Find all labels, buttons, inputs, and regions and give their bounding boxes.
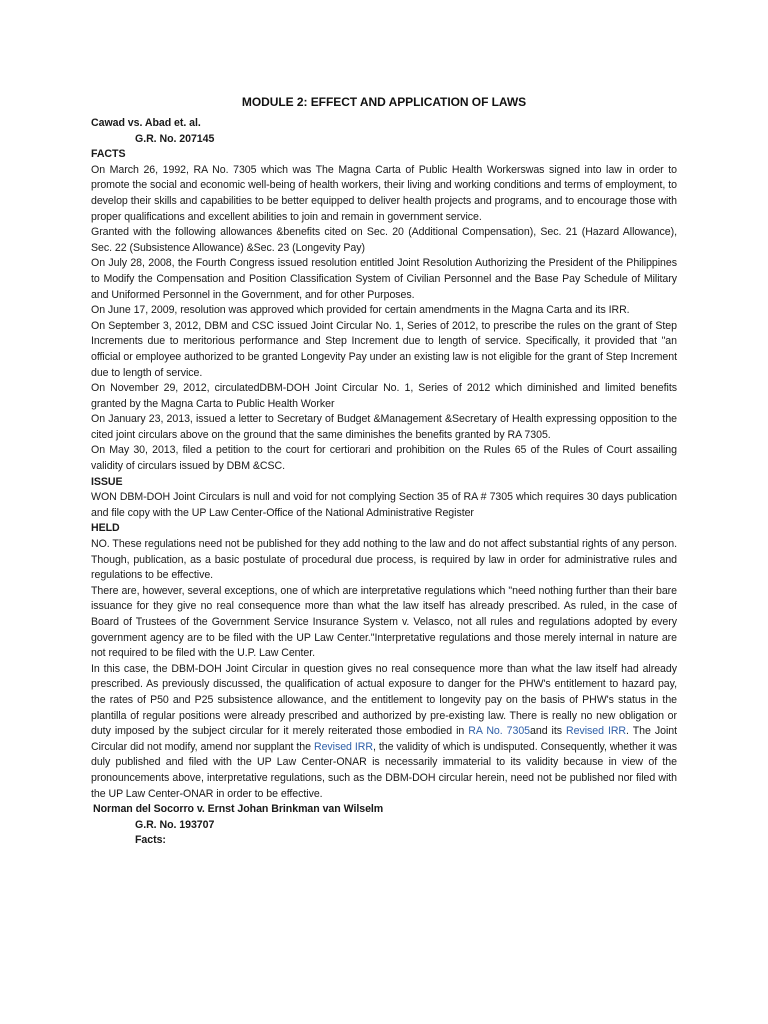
ra-7305-link[interactable]: RA No. 7305 bbox=[468, 725, 531, 738]
held-text-part: . The Joint Circular did not modify, amend nor supplant the bbox=[91, 725, 677, 753]
revised-irr-link-2[interactable]: Revised IRR bbox=[313, 740, 373, 753]
case2-facts-label: Facts: bbox=[135, 834, 166, 847]
case1-issue-label: ISSUE bbox=[91, 475, 123, 488]
case1-fact-paragraph: On January 23, 2013, issued a letter to Secretary of Budget &Management &Secretary of Health expressing opposition to the cited joint circulars above on the ground that the same diminishes the benefits granted by RA 7305. bbox=[91, 413, 677, 441]
case1-fact-paragraph: On July 28, 2008, the Fourth Congress issued resolution entitled Joint Resolution Authorizing the President of the Philippines to Modify the Compensation and Position Classification System of Civilian Personnel and the Base Pay Schedule of Military and Uniformed Personnel in the Government, and for other Purposes. bbox=[91, 257, 677, 301]
case1-issue-text: WON DBM-DOH Joint Circulars is null and void for not complying Section 35 of RA # 7305 which requires 30 days publication and file copy with the UP Law Center-Office of the National Administrative Register bbox=[91, 491, 677, 519]
revised-irr-link[interactable]: Revised IRR bbox=[566, 725, 627, 738]
case1-fact-paragraph: On November 29, 2012, circulatedDBM-DOH Joint Circular No. 1, Series of 2012 which diminished and limited benefits granted by the Magna Carta to Public Health Worker bbox=[91, 382, 677, 410]
case1-fact-paragraph: On June 17, 2009, resolution was approved which provided for certain amendments in the Magna Carta and its IRR. bbox=[91, 304, 630, 317]
case1-fact-paragraph: Granted with the following allowances &benefits cited on Sec. 20 (Additional Compensation), Sec. 21 (Hazard Allowance), Sec. 22 (Subsistence Allowance) &Sec. 23 (Longevity Pay) bbox=[91, 226, 677, 254]
case1-fact-paragraph: On May 30, 2013, filed a petition to the court for certiorari and prohibition on the Rules 65 of the Rules of Court assailing validity of circulars issued by DBM &CSC. bbox=[91, 444, 677, 473]
case1-gr-number: G.R. No. 207145 bbox=[135, 132, 215, 145]
case1-fact-paragraph: On September 3, 2012, DBM and CSC issued Joint Circular No. 1, Series of 2012, to prescribe the rules on the grant of Step Increments due to meritorious performance and Step Increment due to length of service. Specifically, it provided that "an official or employee authorized to be granted Longevity Pay under an existing law is not eligible for the grant of Step Increment due to length of service. bbox=[91, 319, 677, 379]
case1-held-label: HELD bbox=[91, 522, 120, 535]
case1-name: Cawad vs. Abad et. al. bbox=[91, 117, 201, 129]
held-text-part: In this case, the DBM-DOH Joint Circular in question gives no real consequence more than what the law itself had already prescribed. As previously discussed, the qualification of actual exposure to danger for the PHW's entitlement to hazard pay, the rates of P50 and P25 subsistence allowance, and the entitlement to longevity pay on the basis of PHW's status in the plantilla of regular positions were already prescribed and authorized by pre-existing law. There is really no new obligation or duty imposed by the subject circular for it merely reiterated those embodied in bbox=[91, 662, 677, 738]
case1-held-paragraph: NO. These regulations need not be published for they add nothing to the law and do not affect substantial rights of any person. Though, publication, as a basic postulate of procedural due process, is required by law in order for administrative rules and regulations to be effective. bbox=[91, 538, 677, 582]
held-text-part: , the validity of which is undisputed. Consequently, whether it was duly published and filed with the UP Law Center-ONAR is necessarily immaterial to its validity because in view of the pronouncements above, interpretative regulations, such as the DBM-DOH circular herein, need not be published nor filed with the UP Law Center-ONAR in order to be effective. bbox=[91, 740, 677, 800]
case1-fact-paragraph: On March 26, 1992, RA No. 7305 which was The Magna Carta of Public Health Workerswas signed into law in order to promote the social and economic well-being of health workers, their living and working conditions and terms of employment, to develop their skills and capabilities to be better equipped to deliver health projects and programs, and to encourage those with proper qualifications and excellent abilities to join and remain in government service. bbox=[91, 163, 677, 223]
case2-name: Norman del Socorro v. Ernst Johan Brinkman van Wilselm bbox=[93, 803, 384, 816]
page-title: MODULE 2: EFFECT AND APPLICATION OF LAWS bbox=[241, 95, 527, 109]
case1-facts-label: FACTS bbox=[91, 148, 126, 161]
case2-gr-number: G.R. No. 193707 bbox=[135, 818, 215, 831]
held-text-part: and its bbox=[530, 725, 567, 738]
case1-held-paragraph: There are, however, several exceptions, one of which are interpretative regulations which "need nothing further than their bare issuance for they give no real consequence more than what the law itself has already prescribed. As ruled, in the case of Board of Trustees of the Government Service Insurance System v. Velasco, not all rules and regulations adopted by every government agency are to be filed with the UP Law Center."Interpretative regulations and those merely internal in nature are not required to be filed with the U.P. Law Center. bbox=[91, 584, 677, 660]
document-body bbox=[91, 94, 677, 849]
case1-held-paragraph-final bbox=[91, 662, 677, 802]
